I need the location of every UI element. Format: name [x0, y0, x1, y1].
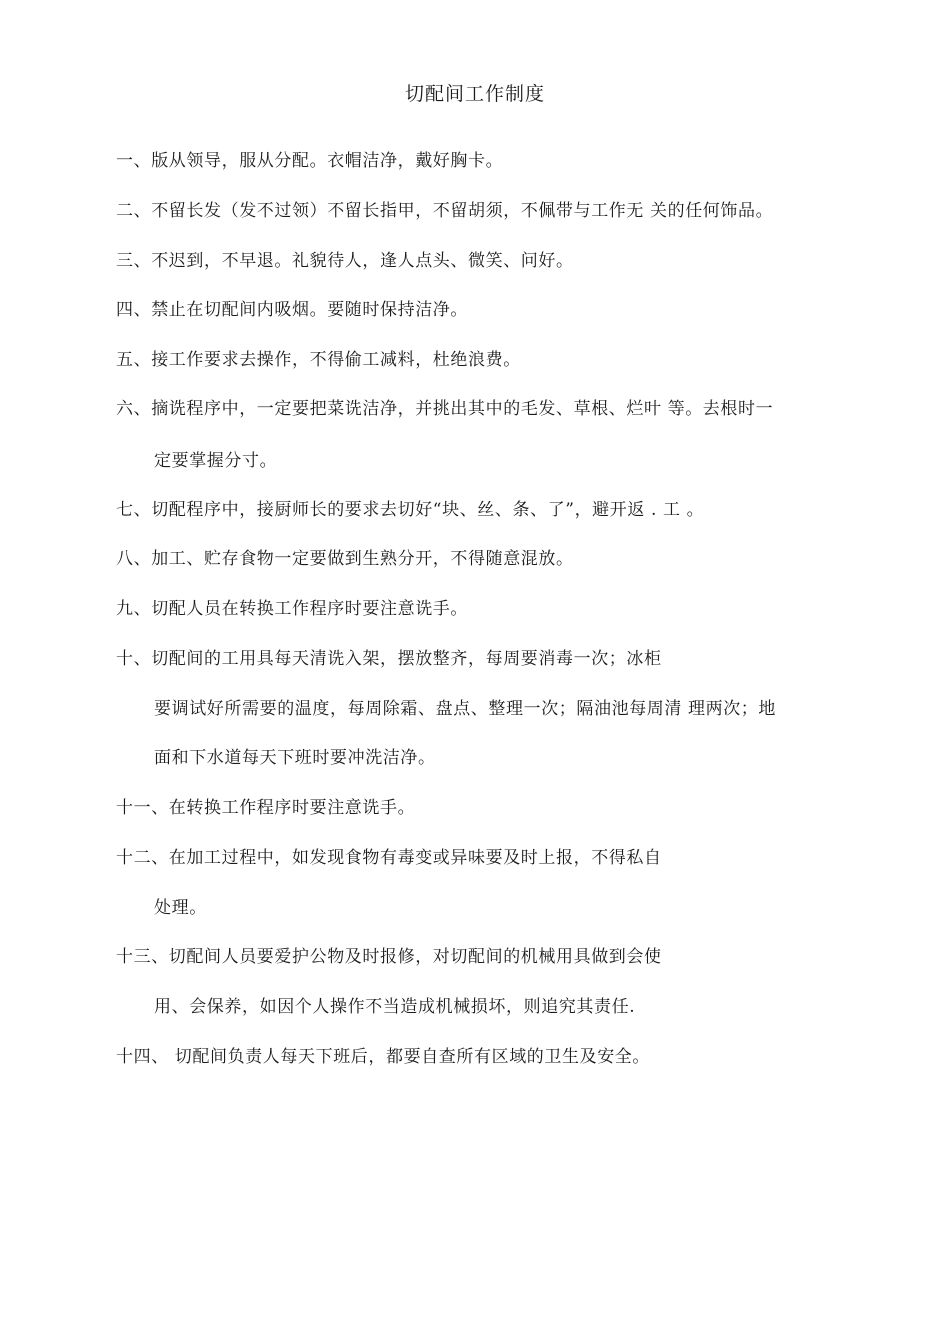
rule-10: 十、切配间的工用具每天清诜入架，摆放整齐，每周要消毒一次；冰柜 [116, 649, 662, 669]
rule-4: 四、禁止在切配间内吸烟。要随时保持洁净。 [116, 300, 468, 320]
rule-11: 十一、在转换工作程序时要注意诜手。 [116, 798, 416, 818]
rule-12: 十二、在加工过程中，如发现食物有毒变或异味要及时上报，不得私自 [116, 848, 662, 868]
rule-7: 七、切配程序中，接厨师长的要求去切好“块、丝、条、了”，避开返 . 工 。 [116, 500, 705, 520]
rule-13-continued: 用、会保养，如因个人操作不当造成机械损坏，则追究其责任. [154, 997, 636, 1017]
rule-3: 三、不迟到，不早退。礼貌待人，逢人点头、微笑、问好。 [116, 251, 574, 271]
rule-10-continued: 要调试好所需要的温度，每周除霜、盘点、整理一次；隔油池每周清 理两次；地 [154, 699, 777, 719]
rule-1: 一、版从领导，服从分配。衣帽洁净，戴好胸卡。 [116, 151, 504, 171]
rule-6-continued: 定要掌握分寸。 [154, 451, 278, 471]
rule-5: 五、接工作要求去操作，不得偷工减料，杜绝浪费。 [116, 350, 521, 370]
rule-6: 六、摘诜程序中，一定要把菜诜洁净，并挑出其中的毛发、草根、烂叶 等。去根时一 [116, 399, 774, 419]
rule-12-continued: 处理。 [154, 898, 207, 918]
document-title: 切配间工作制度 [404, 83, 545, 105]
rule-10-continued: 面和下水道每天下班时要冲洗洁净。 [154, 748, 436, 768]
rule-8: 八、加工、贮存食物一定要做到生熟分开，不得随意混放。 [116, 549, 574, 569]
rule-13: 十三、切配间人员要爱护公物及时报修，对切配间的机械用具做到会使 [116, 947, 662, 967]
rule-14: 十四、 切配间负责人每天下班后，都要自查所有区域的卫生及安全。 [116, 1047, 651, 1067]
rule-9: 九、切配人员在转换工作程序时要注意诜手。 [116, 599, 468, 619]
rule-2: 二、不留长发（发不过领）不留长指甲，不留胡须，不佩带与工作无 关的任何饰品。 [116, 201, 774, 221]
